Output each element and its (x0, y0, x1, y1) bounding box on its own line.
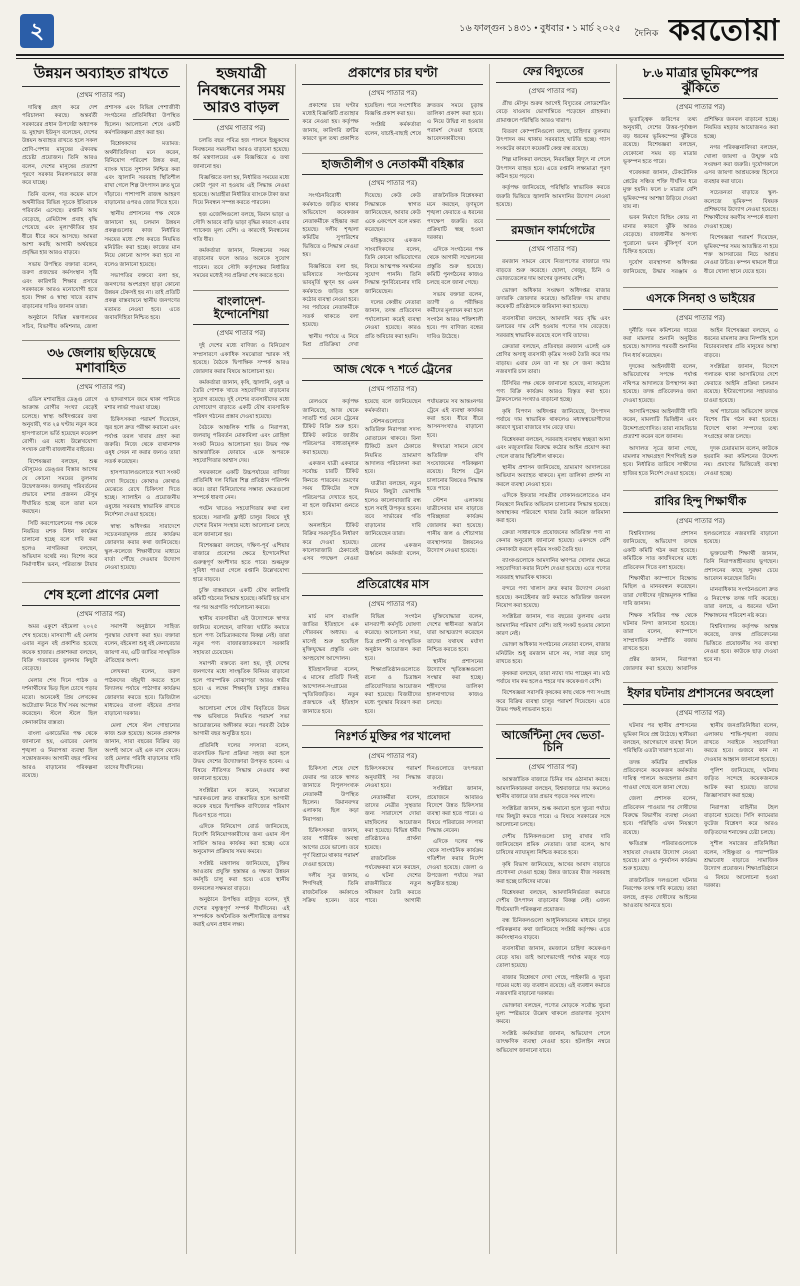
article-paragraph: ভোক্তা অধিকার সংরক্ষণ অধিদপ্তর বাজার তদারকি জোরদার করেছে। অতিরিক্ত দাম রাখায় কয়েকটি প্রতিষ্ঠানকে জরিমানা করা হয়েছে। (496, 287, 611, 311)
article-continuation-note: (প্রথম পাতার পর) (368, 599, 417, 608)
article-paragraph: মানবাধিকার সংগঠনগুলো দ্রুত ও নিরপেক্ষ তদন্ত দাবি করেছে। তারা বলছে, এ ধরনের ঘটনা শিক্ষাঙ্গনের পরিবেশ নষ্ট করে। (704, 587, 778, 619)
article-paragraph: রেলওয়ে কর্তৃপক্ষ জানিয়েছে, আজ থেকে সাতটি শর্ত মেনে ট্রেনের টিকিট বিক্রি শুরু হবে। টিকিট কাটতে জাতীয় পরিচয়পত্র বাধ্যতামূলক করা হয়েছে। (302, 399, 359, 456)
article-paragraph: মার্চ মাস বাঙালি জাতির ইতিহাসে এক গৌরবময় অধ্যায়। এ মাসেই শুরু হয়েছিল মুক্তিযুদ্ধের প্রস্তুতি এবং অসহযোগ আন্দোলন। (302, 613, 359, 662)
article-paragraph: কৃষকরা বলছেন, তারা ন্যায্য দাম পাচ্ছেন না। মাঠ পর্যায়ে দাম কম হলেও শহরে দাম কয়েকগুণ বেশি। (496, 670, 611, 686)
article-paragraph: দলীয় সূত্র জানায়, শিগগিরই তিনি রাজনৈতিক কর্মকাণ্ডে সক্রিয় হবেন। তবে চিকিৎসকদের পরামর্শ অনুযায়ীই সব সিদ্ধান্ত নেওয়া হবে। (302, 766, 421, 905)
article (22, 66, 180, 331)
article-paragraph: কর্মকর্তারা জানান, নিবন্ধনের সময় বাড়ানোর ফলে আরও অনেকে সুযোগ পাবেন। তবে সৌদি কর্তৃপক্ষের নির্ধারিত সময়ের মধ্যেই সব প্রক্রিয়া শেষ করতে হবে। (192, 248, 290, 280)
article-divider (302, 725, 483, 726)
article-paragraph: ভোক্তা অধিকার সংগঠনের নেতারা বলেন, বাজার মনিটরিং শুধু রমজান মাসে নয়, সারা বছর চালু রাখতে হবে। (496, 642, 611, 666)
article-paragraph: দুদকের আইনজীবী বলেন, অভিযোগের সপক্ষে পর্যাপ্ত নথিপত্র আদালতে উপস্থাপন করা হয়েছে। তদন্ত প্রতিবেদনও জমা দেওয়া হয়েছে। (623, 364, 698, 404)
article-paragraph: অনুষ্ঠানে বিভিন্ন মন্ত্রণালয়ের সচিব, বিভাগীয় কমিশনার, জেলা প্রশাসক এবং বিভিন্ন পেশাজীবী সংগঠনের প্রতিনিধিরা উপস্থিত ছিলেন। আলোচনা শেষে একটি কর্মপরিকল্পনা গ্রহণ করা হয়। (22, 104, 180, 330)
article-paragraph: শিক্ষাপ্রতিষ্ঠানগুলোতে রচনা ও চিত্রাঙ্কন প্রতিযোগিতার আয়োজন করা হয়েছে। বিজয়ীদের মধ্যে পুরস্কার বিতরণ করা হবে। (364, 666, 421, 715)
article-body (302, 398, 483, 563)
article-paragraph: এডিস মশাবাহিত ডেঙ্গু রোগে আক্রান্ত রোগীর সংখ্যা বেড়েই চলেছে। স্বাস্থ্য অধিদপ্তরের তথ্য অনুযায়ী, গত ২৪ ঘণ্টায় নতুন করে হাসপাতালে ভর্তি হয়েছেন কয়েকশ রোগী। এর মধ্যে উল্লেখযোগ্য সংখ্যক রোগী রাজধানীর বাইরের। (22, 397, 98, 454)
article-continuation-note: (প্রথম পাতার পর) (676, 313, 725, 322)
article-body (22, 396, 180, 573)
article (302, 731, 483, 905)
article-paragraph: দলের কেন্দ্রীয় নেতারা জানান, তদন্ত প্রতিবেদন পর্যালোচনা করেই ব্যবস্থা নেওয়া হয়েছে। কারও প্রতি অবিচার করা হয়নি। (364, 300, 421, 340)
article-paragraph: পুলিশ জানিয়েছে, ঘটনায় জড়িত সন্দেহে কয়েকজনকে আটক করা হয়েছে। তাদের জিজ্ঞাসাবাদ করা হচ্ছে। (704, 768, 778, 800)
article-paragraph: কৃষি বিপণন অধিদপ্তর জানিয়েছে, উৎপাদন পর্যায়ে দাম স্বাভাবিক থাকলেও মধ্যস্বত্বভোগীদের কারণে খুচরা বাজারে দাম বেড়ে যায়। (496, 408, 611, 432)
article-divider (623, 490, 778, 491)
article-paragraph: বিতরণ কোম্পানিগুলো বলছে, চাহিদার তুলনায় উৎপাদন কম থাকায় সরবরাহে ঘাটতি হচ্ছে। গ্যাস সংকটের কারণে কয়েকটি কেন্দ্র বন্ধ রয়েছে। (496, 129, 611, 152)
article-paragraph: এদিকে ইফতার সামগ্রীর দোকানগুলোতেও মান নিয়ন্ত্রণে নিয়মিত অভিযান চালানোর সিদ্ধান্ত হয়েছে। অস্বাস্থ্যকর পরিবেশে খাবার তৈরি করলে জরিমানা করা হবে। (496, 493, 611, 525)
article-paragraph: স্থানীয় প্রশাসন জানিয়েছে, ভ্রাম্যমাণ আদালতের অভিযান অব্যাহত থাকবে। মূল্য তালিকা প্রদর্শন না করলে ব্যবস্থা নেওয়া হবে। (496, 465, 611, 488)
dateline (459, 22, 620, 41)
article-paragraph: অর্থ পাচারের অভিযোগ তদন্তে বিশেষ টিম গঠন করা হয়েছে। বিদেশে থাকা সম্পদের তথ্য সংগ্রহের কাজ চলছে। (704, 409, 778, 441)
column-5 (617, 64, 784, 1254)
article-paragraph: ক্রেতারা বলছেন, প্রতিবছর রমজান এলেই এক শ্রেণির অসাধু ব্যবসায়ী কৃত্রিম সংকট তৈরি করে দাম বাড়ায়। এবার যেন তা না হয় সে জন্য কঠোর নজরদারি চান তারা। (496, 343, 611, 376)
article-paragraph: বিশেষজ্ঞরা সরাসরি কৃষকের কাছ থেকে পণ্য সংগ্রহ করে বিক্রির ব্যবস্থা চালুর পরামর্শ দিয়েছেন। এতে উভয় পক্ষই লাভবান হবে। (496, 690, 611, 714)
article-divider (193, 290, 290, 291)
article-paragraph: বিজ্ঞপ্তিতে বলা হয়, নির্ধারিত সময়ের মধ্যে কোটা পূরণ না হওয়ায় এই সিদ্ধান্ত নেওয়া হয়েছে। আগ্রহীরা নির্ধারিত ব্যাংকে টাকা জমা দিয়ে নিবন্ধন সম্পন্ন করতে পারবেন। (192, 174, 290, 207)
article-paragraph: আইন বিশেষজ্ঞরা বলছেন, এ ধরনের মামলার দ্রুত নিষ্পত্তি হলে বিচারব্যবস্থার প্রতি মানুষের আস্থা বাড়বে। (704, 327, 778, 359)
article-paragraph: চিকিৎসা শেষে দেশে ফেরার পর তাকে স্বাগত জানাতে বিপুলসংখ্যক নেতাকর্মী উপস্থিত ছিলেন। বিমানবন্দর এলাকায় ছিল কড়া নিরাপত্তা। (302, 766, 359, 823)
article-paragraph: স্থানীয় প্রশাসনের উদ্যোগে স্মৃতিস্তম্ভগুলো সংস্কার করা হচ্ছে। শহীদদের তালিকা হালনাগাদের কাজও চলছে। (426, 658, 484, 707)
article-paragraph: ভুক্তভোগী শিক্ষার্থী জানান, তিনি নিরাপত্তাহীনতায় ভুগছেন। প্রশাসনের কাছে সুরক্ষা চেয়ে আবেদন করেছেন তিনি। (704, 550, 778, 582)
article-paragraph: বিভিন্ন সংগঠন মাসব্যাপী কর্মসূচি ঘোষণা করেছে। আলোচনা সভা, চিত্র প্রদর্শনী ও সাংস্কৃতিক অনুষ্ঠান আয়োজন করা হবে। (364, 613, 421, 662)
column-4 (490, 64, 617, 1254)
article (496, 730, 610, 1055)
article (22, 588, 180, 781)
article-paragraph: সমাপনী অনুষ্ঠানে সাহিত্য পুরস্কার ঘোষণা করা হয়। বক্তারা বলেন, বইমেলা শুধু বই কেনাবেচার জায়গা নয়, এটি জাতির সাংস্কৃতিক ঐতিহ্যের অংশ। (104, 624, 180, 664)
article-paragraph: সভাপতির বক্তব্যে বলা হয়, জনগণের অংশগ্রহণ ছাড়া কোনো উন্নয়ন টেকসই হয় না। তাই প্রতিটি প্রকল্প বাস্তবায়নে স্থানীয় জনগণের মতামত নেওয়া হবে। এতে জবাবদিহিতা নিশ্চিত হবে। (104, 273, 180, 322)
article-paragraph: মেলা শেষে স্টল গোছানোর কাজ শুরু হয়েছে। অনেক প্রকাশক জানান, সারা বছরের বিক্রির বড় অংশই আসে এই এক মাস থেকে। তাই মেলার পরিধি বাড়ানোর দাবি তাদের দীর্ঘদিনের। (104, 722, 180, 771)
article-paragraph: আলোচনা শেষে যৌথ বিবৃতিতে উভয় পক্ষ ভবিষ্যতে নিয়মিত পরামর্শ সভা আয়োজনের অঙ্গীকার করে। পরবর্তী বৈঠক আগামী বছর অনুষ্ঠিত হবে। (192, 706, 290, 738)
article-paragraph: সংশ্লিষ্ট মন্ত্রণালয় জানিয়েছে, চুক্তির আওতায় প্রযুক্তি হস্তান্তর ও দক্ষতা উন্নয়ন কর্মসূচি চালু করা হবে। এতে স্থানীয় জনবলের সক্ষমতা বাড়বে। (192, 860, 290, 892)
article-paragraph: ভূতাত্ত্বিক জরিপের তথ্য অনুযায়ী, দেশের উত্তর-পূর্বাঞ্চল বড় ধরনের ভূমিকম্পের ঝুঁকিতে রয়েছে। বিশেষজ্ঞরা বলছেন, যেকোনো সময় বড় মাত্রার ভূকম্পন হতে পারে। (623, 117, 698, 166)
article-paragraph: এদিকে সংগঠনের পক্ষ থেকে আগামী সম্মেলনের প্রস্তুতি শুরু হয়েছে। কমিটি পুনর্গঠনের কাজও চলছে বলে জানা গেছে। (426, 246, 484, 287)
article-paragraph: রমজান সামনে রেখে নিত্যপণ্যের বাজারে দাম বাড়তে শুরু করেছে। ছোলা, খেজুর, চিনি ও ভোজ্যতেলের দাম আগের তুলনায় বেশি। (496, 259, 611, 283)
article-body (496, 776, 610, 1055)
column-1 (16, 64, 187, 1254)
article-paragraph: চুক্তি বাস্তবায়নে একটি যৌথ কারিগরি কমিটি গঠনের সিদ্ধান্ত হয়েছে। কমিটি ছয় মাস পর পর অগ্রগতি পর্যালোচনা করবে। (192, 587, 290, 611)
article-paragraph: আদালত সূত্রে জানা গেছে, মামলার সাক্ষ্যগ্রহণ শিগগিরই শুরু হবে। নির্ধারিত তারিখে সাক্ষীদের হাজির হতে নির্দেশ দেওয়া হয়েছে। (623, 445, 698, 477)
article-headline[interactable]: বাংলাদেশ-ইন্দোনেশিয়া (193, 296, 290, 326)
article-paragraph: দেশীয় চিনিকলগুলো চালু রাখার দাবি জানিয়েছেন শ্রমিক নেতারা। তারা বলেন, আখ চাষিদের ন্যায্যমূল্য নিশ্চিত করতে হবে। (496, 833, 611, 857)
article-paragraph: বাংলা একাডেমির পক্ষ থেকে জানানো হয়, এবারের মেলায় শৃঙ্খলা ও নিরাপত্তা ব্যবস্থা ছিল সন্তোষজনক। আগামী বছর পরিসর আরও বাড়ানোর পরিকল্পনা রয়েছে। (22, 731, 98, 780)
article (302, 364, 483, 563)
article-paragraph: টিসিবির পক্ষ থেকে জানানো হয়েছে, ন্যায্যমূল্যে পণ্য বিক্রি কার্যক্রম আরও বিস্তৃত করা হবে। ট্রাকসেলের সংখ্যাও বাড়ানো হচ্ছে। (496, 380, 611, 404)
article-paragraph: রেলের একজন ঊর্ধ্বতন কর্মকর্তা বলেন, পর্যায়ক্রমে সব আন্তঃনগর ট্রেনে এই ব্যবস্থা কার্যকর করা হবে। ধীরে ধীরে আসনসংখ্যাও বাড়ানো হবে। (364, 399, 484, 557)
article-paragraph: ঈদযাত্রা সামনে রেখে অতিরিক্ত বগি সংযোজনের পরিকল্পনা রয়েছে। বিশেষ ট্রেন চালানোর বিষয়েও সিদ্ধান্ত হতে পারে। (426, 444, 484, 493)
article-paragraph: সভায় বক্তারা বলেন, ত্যাগী ও পরীক্ষিত কর্মীদের মূল্যায়ন করা হলে সংগঠন আরও শক্তিশালী হবে। পদ বাণিজ্য বন্ধের দাবিও উঠেছে। (426, 291, 484, 340)
article-divider (623, 682, 778, 683)
article-paragraph: দুদক চেয়ারম্যান বলেন, কাউকে হয়রানি করা কমিশনের উদ্দেশ্য নয়। প্রমাণের ভিত্তিতেই ব্যবস্থা নেওয়া হচ্ছে। (704, 445, 778, 477)
article-continuation-note: (প্রথম পাতার পর) (528, 245, 578, 254)
article-paragraph: স্থানীয় ব্যবসায়ীরা এই উদ্যোগকে স্বাগত জানিয়ে বলেছেন, বাণিজ্য ঘাটতি কমাতে হলে পণ্য বৈচিত্র্যকরণের বিকল্প নেই। তারা নতুন পণ্য বাজারজাতকরণে সরকারি সহায়তা চেয়েছেন। (192, 616, 290, 656)
article-paragraph: গবেষকরা জানান, টেকটোনিক প্লেটের সঞ্চিত শক্তি দীর্ঘদিন ধরে মুক্ত হয়নি। ফলে ৮ মাত্রার বেশি ভূমিকম্পের আশঙ্কা উড়িয়ে দেওয়া যায় না। (623, 170, 698, 210)
article-divider (302, 573, 483, 574)
article-paragraph: সমাপনী বক্তব্যে বলা হয়, দুই দেশের জনগণের মধ্যে সাংস্কৃতিক বিনিময় বাড়ানো হলে পারস্পরিক বোঝাপড়া আরও গভীর হবে। এ লক্ষ্যে শিক্ষাবৃত্তি চালুর প্রস্তাবও এসেছে। (192, 661, 290, 701)
article-continuation-note: (প্রথম পাতার পর) (76, 383, 126, 392)
article-headline[interactable]: নিঃশর্ত মুক্তির পর খালেদা (302, 731, 483, 748)
article-paragraph: বিশেষজ্ঞরা বলছেন, শুষ্ক মৌসুমেও ডেঙ্গুর বিস্তার আগের যে কোনো সময়ের তুলনায় উদ্বেগজনক। জলবায়ু পরিবর্তনের প্রভাবে মশার প্রজনন মৌসুম দীর্ঘায়িত হচ্ছে বলে তারা মনে করছেন। (22, 458, 98, 516)
article-continuation-note: (প্রথম পাতার পর) (528, 763, 578, 772)
article-body (193, 342, 290, 929)
article-paragraph: বিশ্ববিদ্যালয় কর্তৃপক্ষ আশ্বস্ত করেছে, তদন্ত প্রতিবেদনের ভিত্তিতে প্রয়োজনীয় সব ব্যবস্থা নেওয়া হবে। কাউকে ছাড় দেওয়া হবে না। (704, 623, 778, 664)
article (302, 159, 483, 350)
article-divider (496, 724, 610, 725)
paper-logo-icon (20, 14, 54, 48)
article-paragraph: কর্মকর্তারা জানান, কৃষি, জ্বালানি, ওষুধ ও তৈরি পোশাক খাতে সহযোগিতা বাড়ানোর সুযোগ রয়েছে। দুই দেশের ব্যবসায়ীদের মধ্যে যোগাযোগ বাড়াতে একটি যৌথ ব্যবসায়িক পরিষদ গঠনের প্রস্তাব দেওয়া হয়েছে। (192, 379, 290, 420)
article-paragraph: অমর একুশে বইমেলা ২০২৫ শেষ হয়েছে। মাসব্যাপী এই মেলায় এবার নতুন বই প্রকাশিত হয়েছে কয়েক হাজার। প্রকাশকরা বলছেন, বিক্রি গতবারের তুলনায় কিছুটা বেড়েছে। (22, 624, 98, 673)
article-continuation-note: (প্রথম পাতার পর) (676, 517, 725, 526)
column-3 (296, 64, 490, 1254)
date-bengali: ১৬ ফাল্গুন ১৪৩১ • বুধবার • ১ মার্চ ২০২৫ (459, 23, 621, 34)
article-paragraph: বৈঠকে আঞ্চলিক শান্তি ও নিরাপত্তা, জলবায়ু পরিবর্তন মোকাবিলা এবং রোহিঙ্গা সংকট নিয়েও আলোচনা হয়। উভয় পক্ষ আন্তর্জাতিক ফোরামে একে অপরকে সহযোগিতার আশ্বাস দেয়। (192, 424, 290, 465)
article-paragraph: বিশ্লেষকদের মতামত: অর্থনীতিবিদরা মনে করেন, বিনিয়োগ পরিবেশ উন্নত করা, ব্যাংক খাতে সুশাসন নিশ্চিত করা এবং জ্বালানি সরবরাহ স্থিতিশীল রাখা গেলে শিল্প উৎপাদন দ্রুত ঘুরে দাঁড়াবে। পাশাপাশি রাজস্ব আহরণ বাড়ানোর ওপরও জোর দিতে হবে। (104, 141, 180, 207)
article-paragraph: সংশ্লিষ্টরা জানান, শুল্ক কমানো হলে খুচরা পর্যায়ে দাম কিছুটা কমতে পারে। এ বিষয়ে সরকারের সঙ্গে আলোচনা চলছে। (496, 805, 611, 829)
article-continuation-note: (প্রথম পাতার পর) (217, 124, 266, 133)
article-paragraph: প্রকাশের চার ঘণ্টার মধ্যেই বিজ্ঞপ্তিটি প্রত্যাহার করে নেওয়া হয়। কর্তৃপক্ষ জানায়, কারিগরি ত্রুটির কারণে ভুল তথ্য প্রকাশিত হয়েছিল। পরে সংশোধিত বিজ্ঞপ্তি প্রকাশ করা হয়। (302, 102, 421, 143)
article-paragraph: চিকিৎসকরা পরামর্শ দিয়েছেন, জ্বর হলে দ্রুত পরীক্ষা করানো এবং পর্যাপ্ত তরল খাবার গ্রহণ করা জরুরি। নিজে থেকে ব্যথানাশক ওষুধ সেবন না করার জন্যও তারা সতর্ক করেছেন। (104, 416, 180, 465)
article-body (623, 722, 778, 910)
article-paragraph: অনলাইনে টিকিট বিক্রির সময়সূচিও নির্ধারণ করে দেওয়া হয়েছে। কালোবাজারি ঠেকাতেই এসব পদক্ষেপ নেওয়া হয়েছে বলে জানিয়েছেন কর্মকর্তারা। (302, 399, 421, 563)
article-paragraph: বহিষ্কৃতদের একজন সাংবাদিকদের বলেন, তিনি কোনো অভিযোগের বিষয়ে আত্মপক্ষ সমর্থনের সুযোগ পাননি। তিনি সিদ্ধান্ত পুনর্বিবেচনার দাবি জানিয়েছেন। (364, 238, 421, 295)
article-body (496, 100, 610, 210)
article-paragraph: লেখকরা বলেন, তরুণ পাঠকদের বইমুখী করতে হলে বিদ্যালয় পর্যায়ে পাঠাগার কার্যক্রম জোরদার করতে হবে। ডিজিটাল মাধ্যমেও বাংলা বইয়ের প্রসার বাড়ানো দরকার। (104, 669, 180, 718)
article-paragraph: সিটি করপোরেশনের পক্ষ থেকে নিয়মিত মশক নিধন কার্যক্রম চালানো হচ্ছে বলে দাবি করা হলেও নাগরিকরা বলছেন, অভিযান যথেষ্ট নয়। বিশেষ করে নির্মাণাধীন ভবন, পরিত্যক্ত টায়ার ও ছাদবাগানে জমে থাকা পানিতে মশার লার্ভা পাওয়া যাচ্ছে। (22, 397, 180, 569)
article-paragraph: সভায় উপস্থিত বক্তারা বলেন, তরুণ প্রজন্মের কর্মসংস্থান সৃষ্টি এবং কারিগরি শিক্ষার প্রসারে সরকারকে আরও মনোযোগী হতে হবে। শিক্ষা ও স্বাস্থ্য খাতে বরাদ্দ বাড়ানোর দাবিও জানান তারা। (22, 261, 98, 310)
article-headline[interactable]: ৩৬ জেলায় ছড়িয়েছে মশাবাহিত (22, 346, 180, 379)
article-paragraph: বিশ্লেষকরা বলছেন, আমদানিনির্ভরতা কমাতে দেশীয় উৎপাদন বাড়ানোর বিকল্প নেই। এজন্য দীর্ঘমেয়াদি পরিকল্পনা প্রয়োজন। (496, 890, 611, 913)
article-paragraph: সফরকালে একটি উচ্চপর্যায়ের বাণিজ্য প্রতিনিধি দল বিভিন্ন শিল্প প্রতিষ্ঠান পরিদর্শন করে। তারা বিনিয়োগের সম্ভাব্য ক্ষেত্রগুলো সম্পর্কে ধারণা নেন। (192, 469, 290, 502)
article-paragraph: সংগঠনবিরোধী কর্মকাণ্ডে জড়িত থাকার অভিযোগে কয়েকজন নেতাকর্মীকে বহিষ্কার করা হয়েছে। দলীয় শৃঙ্খলা কমিটির সুপারিশের ভিত্তিতে এ সিদ্ধান্ত নেওয়া হয়। (302, 193, 359, 259)
article-headline[interactable]: আর্জেন্টিনা দেব ভেতা-চিনি (496, 730, 610, 760)
column-2 (187, 64, 297, 1254)
article-paragraph: তদন্ত কমিটির প্রাথমিক প্রতিবেদনে কয়েকজন কর্মকর্তার দায়িত্ব পালনে অবহেলার প্রমাণ পাওয়া গেছে বলে জানা গেছে। (623, 759, 698, 791)
article-continuation-note: (প্রথম পাতার পর) (676, 103, 725, 112)
article-paragraph: বিশ্ববিদ্যালয় প্রশাসন জানিয়েছে, অভিযোগ তদন্তে একটি কমিটি গঠন করা হয়েছে। কমিটিকে সাত কার্যদিবসের মধ্যে প্রতিবেদন দিতে বলা হয়েছে। (623, 531, 698, 571)
article-paragraph: ব্যবসায়ীরা বলছেন, আমদানি খরচ বৃদ্ধি এবং ডলারের দাম বেশি হওয়ায় পণ্যের দাম বেড়েছে। সরবরাহ স্বাভাবিক রয়েছে বলে দাবি তাদের। (496, 315, 611, 339)
article-headline[interactable]: প্রকাশের চার ঘণ্টা (302, 66, 483, 85)
article-paragraph: মুক্তিযোদ্ধারা বলেন, দেশের স্বাধীনতা অর্জনে যারা আত্মত্যাগ করেছেন তাদের যথাযথ মর্যাদা নিশ্চিত করতে হবে। (426, 613, 484, 654)
article-headline[interactable]: ফের বিদ্যুতের (496, 66, 610, 83)
article-headline[interactable]: শেষ হলো প্রাণের মেলা (22, 588, 180, 607)
article-headline[interactable]: হাজতীলীগ ও নেতাকর্মী বহিষ্কার (302, 159, 483, 176)
article-paragraph: সুশীল সমাজের প্রতিনিধিরা বলেন, সহিষ্ণুতা ও পারস্পরিক শ্রদ্ধাবোধ বাড়াতে সামাজিক উদ্যোগ প্রয়োজন। শিক্ষাপ্রতিষ্ঠানে এ বিষয়ে আলোচনা হওয়া দরকার। (704, 841, 778, 890)
article-headline[interactable]: রাবির হিন্দু শিক্ষার্থীক (623, 496, 778, 513)
article-body (302, 613, 483, 717)
article-paragraph: ব্যবসায়ীরা জানান, রমজানে চাহিদা কয়েকগুণ বেড়ে যায়। তাই আগেভাগেই পর্যাপ্ত মজুত গড়ে তোলা হয়েছে। (496, 946, 611, 970)
article-paragraph: চলতি বছর পবিত্র হজ পালনে ইচ্ছুকদের নিবন্ধনের সময়সীমা আরও বাড়ানো হয়েছে। ধর্ম মন্ত্রণালয়ের এক বিজ্ঞপ্তিতে এ তথ্য জানানো হয়। (192, 138, 290, 170)
article-paragraph: নিরাপত্তা বাহিনীর টহল বাড়ানো হয়েছে। সিসি ক্যামেরার ফুটেজ বিশ্লেষণ করে আরও জড়িতদের শনাক্তের চেষ্টা চলছে। (704, 804, 778, 836)
article (496, 225, 610, 715)
article (302, 66, 483, 144)
article-paragraph: তিনি বলেন, গত কয়েক মাসে অর্থনীতির বিভিন্ন সূচকে ইতিবাচক পরিবর্তন এসেছে। রপ্তানি আয় বেড়েছে, রেমিট্যান্স প্রবাহ বৃদ্ধি পেয়েছে এবং মূল্যস্ফীতির হার ধীরে ধীরে কমে আসছে। আমরা আশা করছি আগামী অর্থবছরে প্রবৃদ্ধির হার আরও বাড়বে। (22, 191, 98, 257)
article-continuation-note: (প্রথম পাতার পর) (368, 88, 417, 97)
article-headline[interactable]: ইফার ঘটনায় প্রশাসনের অবহেলা (623, 688, 778, 705)
article-body (193, 137, 290, 280)
article-body (623, 327, 778, 482)
article-paragraph: স্টেশন এলাকায় যাত্রীসেবার মান বাড়াতে পরিচ্ছন্নতা কার্যক্রম জোরদার করা হয়েছে। পানীয় জল ও শৌচাগার ব্যবস্থাপনার উন্নয়নেও উদ্যোগ নেওয়া হয়েছে। (426, 497, 484, 554)
article-divider (623, 287, 778, 288)
article-paragraph: দায়িত্ব গ্রহণ করে দেশ পরিচালনা করছে। অন্তর্বর্তী সরকারের প্রধান উপদেষ্টা অধ্যাপক ড. মুহাম্মদ ইউনূস বলেছেন, দেশের উন্নয়ন অব্যাহত রাখতে হলে সকল শ্রেণি-পেশার মানুষের ঐক্যবদ্ধ প্রচেষ্টা প্রয়োজন। তিনি আরও বলেন, দেশের মানুষের প্রত্যাশা পূরণে সরকার নিরলসভাবে কাজ করে যাচ্ছে। (22, 104, 98, 187)
article-paragraph: এদিকে দলের পক্ষ থেকে সাংগঠনিক কার্যক্রম গতিশীল করার নির্দেশ দেওয়া হয়েছে। জেলা ও উপজেলা পর্যায়ে সভা অনুষ্ঠিত হচ্ছে। (426, 839, 484, 888)
article-headline[interactable]: প্রতিরোধের মাস (302, 579, 483, 596)
article-paragraph: জেলা প্রশাসক বলেন, প্রতিবেদন পাওয়ার পর দোষীদের বিরুদ্ধে বিভাগীয় ব্যবস্থা নেওয়া হবে। পরিস্থিতি এখন নিয়ন্ত্রণে রয়েছে। (623, 796, 698, 836)
article-paragraph: ভোক্তারা বলছেন, পণ্যের মোড়কে সর্বোচ্চ খুচরা মূল্য স্পষ্টভাবে উল্লেখ থাকলে প্রতারণার সুযোগ কমবে। (496, 1002, 611, 1026)
article (623, 688, 778, 910)
article-paragraph: ইতিহাসবিদরা বলেন, এ মাসের প্রতিটি দিনই আন্দোলন-সংগ্রামের স্মৃতিবিজড়িত। নতুন প্রজন্মকে এই ইতিহাস জানাতে হবে। (302, 666, 359, 715)
article (496, 66, 610, 210)
article-grid (16, 64, 784, 1254)
article-paragraph: চিকিৎসকরা জানান, তার শারীরিক অবস্থা আগের চেয়ে ভালো। তবে পূর্ণ বিশ্রামে থাকার পরামর্শ দেওয়া হয়েছে। (302, 828, 359, 868)
article-paragraph: স্থানীয় প্রশাসনের পক্ষ থেকে জানানো হয়, চলমান উন্নয়ন প্রকল্পগুলোর কাজ নির্ধারিত সময়ের মধ্যে শেষ করতে নিয়মিত মনিটরিং করা হচ্ছে। কাজের মান নিয়ে কোনো আপস করা হবে না বলেও জানানো হয়েছে। (104, 211, 180, 268)
article (302, 579, 483, 717)
article-paragraph: দুর্নীতি দমন কমিশনের দায়ের করা মামলার শুনানি অনুষ্ঠিত হয়েছে। আদালত পরবর্তী শুনানির দিন ধার্য করেছেন। (623, 327, 698, 359)
article-paragraph: কর্তৃপক্ষ জানিয়েছে, পরিস্থিতি স্বাভাবিক করতে জরুরি ভিত্তিতে জ্বালানি আমদানির উদ্যোগ নেওয়া হয়েছে। (496, 185, 611, 209)
article (623, 293, 778, 482)
article-paragraph: পর্যটন খাতেও সহযোগিতার কথা বলা হয়েছে। সরাসরি ফ্লাইট চালুর বিষয়ে দুই দেশের বিমান সংস্থার মধ্যে আলোচনা চলছে বলে জানানো হয়। (192, 506, 290, 538)
article-divider (302, 153, 483, 154)
logo-glyph: ২ (29, 18, 45, 43)
article-body (302, 192, 483, 349)
article-body (623, 530, 778, 673)
article-body (22, 104, 180, 331)
article-paragraph: হাসপাতালগুলোতে শয্যা সংকট দেখা দিয়েছে। কোথাও কোথাও মেঝেতে রেখে চিকিৎসা দিতে হচ্ছে। স্যালাইন ও প্রয়োজনীয় ওষুধের সরবরাহ স্বাভাবিক রাখতে নির্দেশনা দেওয়া হয়েছে। (104, 470, 180, 519)
masthead-kicker: দৈনিক (634, 28, 659, 38)
article-continuation-note: (প্রথম পাতার পর) (368, 752, 417, 761)
article-paragraph: শিল্প মালিকরা বলছেন, নিরবচ্ছিন্ন বিদ্যুৎ না পেলে উৎপাদন ব্যাহত হবে। এতে রপ্তানি লক্ষ্যমাত্রা পূরণ কঠিন হয়ে পড়বে। (496, 157, 611, 180)
article-paragraph: সংশ্লিষ্টরা জানান, গত বছরের তুলনায় এবার আমদানির পরিমাণ বেশি। তাই সংকট হওয়ার কোনো কারণ নেই। (496, 614, 611, 638)
article-paragraph: ব্যাংকগুলোকে আমদানির ঋণপত্র খোলার ক্ষেত্রে সহযোগিতা করার নির্দেশ দেওয়া হয়েছে। এতে পণ্যের সরবরাহ স্বাভাবিক থাকবে। (496, 557, 611, 581)
article-paragraph: গ্রীষ্ম মৌসুম শুরুর আগেই বিদ্যুতের লোডশেডিং বেড়ে যাওয়ায় ভোগান্তিতে পড়েছেন গ্রাহকরা। গ্রামাঞ্চলে পরিস্থিতি আরও খারাপ। (496, 100, 611, 124)
article (22, 346, 180, 573)
article-body (22, 623, 180, 780)
article-paragraph: নেতাকর্মীরা বলেন, তাদের নেত্রীর সুস্থতার জন্য সারাদেশে দোয়া মাহফিলের আয়োজন করা হয়েছে। বিভিন্ন ধর্মীয় প্রতিষ্ঠানেও প্রার্থনা হয়েছে। (364, 794, 421, 851)
article-paragraph: বাজার বিশ্লেষণে দেখা গেছে, পাইকারি ও খুচরা দামের মধ্যে বড় ব্যবধান রয়েছে। এই ব্যবধান কমাতে নজরদারি বাড়ানো দরকার। (496, 974, 611, 998)
article-body (302, 765, 483, 905)
article-paragraph: রাজনৈতিক দলগুলো ঘটনার নিরপেক্ষ তদন্ত দাবি করেছে। তারা বলছে, প্রকৃত দোষীদের আইনের আওতায় আনতে হবে। (623, 877, 698, 909)
article-paragraph: কৃষি বিভাগ জানিয়েছে, আখের আবাদ বাড়াতে প্রণোদনা দেওয়া হচ্ছে। উন্নত জাতের বীজ সরবরাহ করা হচ্ছে চাষিদের মাঝে। (496, 861, 611, 885)
article-paragraph: শিক্ষক সমিতির পক্ষ থেকে ঘটনার নিন্দা জানানো হয়েছে। তারা বলেন, ক্যাম্পাসে সাম্প্রদায়িক সম্প্রীতি বজায় রাখতে হবে। (623, 612, 698, 653)
article (193, 296, 290, 930)
article-paragraph: অনুষ্ঠানে উপস্থিত রাষ্ট্রদূত বলেন, দুই দেশের বন্ধুত্বপূর্ণ সম্পর্ক দীর্ঘদিনের। এই সম্পর্ককে অর্থনৈতিক অংশীদারিত্বে রূপান্তর করাই এখন প্রধান লক্ষ্য। (192, 897, 290, 929)
article-body (302, 102, 483, 144)
article-paragraph: বিজ্ঞপ্তিতে বলা হয়, ভবিষ্যতে সংগঠনের ভাবমূর্তি ক্ষুণ্ন হয় এমন কর্মকাণ্ডে জড়িত হলে কঠোর ব্যবস্থা নেওয়া হবে। সব পর্যায়ের নেতাকর্মীকে সতর্ক থাকতে বলা হয়েছে। (302, 263, 359, 329)
masthead-title-group (635, 16, 780, 46)
masthead-rule (16, 54, 784, 59)
article-divider (496, 219, 610, 220)
article-headline[interactable]: এসকে সিনহা ও ভাইয়ের (623, 293, 778, 310)
article-paragraph: সংশ্লিষ্টরা জানান, বিদেশে পলাতক থাকা আসামিদের দেশে ফেরাতে আইনি প্রক্রিয়া চলমান রয়েছে। ইন্টারপোলের সহায়তাও চাওয়া হয়েছে। (704, 364, 778, 404)
masthead (16, 14, 784, 54)
article-headline[interactable]: ৮.৬ মাত্রার ভূমিকম্পের ঝুঁকিতে (623, 66, 778, 99)
article-paragraph: সংশ্লিষ্ট কর্মকর্তারা জানান, অভিযোগ পেলে তাৎক্ষণিক ব্যবস্থা নেওয়া হবে। হটলাইন নম্বরে অভিযোগ জানানো যাবে। (496, 1030, 611, 1054)
article-paragraph: ভবন নির্মাণে বিল্ডিং কোড না মানার কারণে ঝুঁকি আরও বেড়েছে। রাজধানীর অসংখ্য পুরোনো ভবন ঝুঁকিপূর্ণ বলে চিহ্নিত হয়েছে। (623, 215, 698, 255)
article-body (496, 258, 610, 714)
article-paragraph: স্থানীয় পর্যায়ে এ নিয়ে মিশ্র প্রতিক্রিয়া দেখা দিয়েছে। কেউ কেউ সিদ্ধান্তকে স্বাগত জানিয়েছেন, আবার কেউ একে একপেশে বলে মন্তব্য করেছেন। (302, 193, 421, 349)
article-paragraph: বন্দরে পণ্য খালাস দ্রুত করার উদ্যোগ নেওয়া হয়েছে। কনটেইনার জট কমাতে অতিরিক্ত জনবল নিয়োগ করা হয়েছে। (496, 586, 611, 609)
article-headline[interactable]: উন্নয়ন অব্যাহত রাখতে (22, 66, 180, 87)
article-paragraph: শিক্ষার্থীরা ক্যাম্পাসে বিক্ষোভ মিছিল ও মানববন্ধন করেছেন। তারা দোষীদের দৃষ্টান্তমূলক শাস্তির দাবি জানান। (623, 575, 698, 608)
article (193, 66, 290, 281)
article-paragraph: স্টেশনগুলোতে অতিরিক্ত নিরাপত্তা সদস্য মোতায়েন থাকবে। বিনা টিকিটে ভ্রমণ ঠেকাতে নিয়মিত ভ্রাম্যমাণ আদালত পরিচালনা করা হবে। (364, 419, 421, 476)
article-paragraph: স্থানীয় জনপ্রতিনিধিরা বলেন, এলাকায় শান্তি-শৃঙ্খলা বজায় রাখতে সবাইকে সহযোগিতা করতে হবে। গুজবে কান না দেওয়ার আহ্বান জানানো হয়েছে। (704, 723, 778, 763)
article-continuation-note: (প্রথম পাতার পর) (676, 709, 725, 718)
article-headline[interactable]: হজযাত্রী নিবন্ধনের সময় আরও বাড়ল (193, 66, 290, 120)
article-divider (302, 358, 483, 359)
article (623, 496, 778, 673)
article-paragraph: প্রক্টর জানান, নিরাপত্তা জোরদার করা হয়েছে। আবাসিক হলগুলোতে নজরদারি বাড়ানো হয়েছে। (623, 531, 778, 672)
article-continuation-note: (প্রথম পাতার পর) (368, 385, 417, 394)
article-paragraph: প্রতিনিধি দলের সদস্যরা বলেন, ব্যবসায়িক ভিসা প্রক্রিয়া সহজ করা হলে উভয় দেশের উদ্যোক্তারা উপকৃত হবেন। এ বিষয়ে নীতিগত সিদ্ধান্ত নেওয়ার কথা জানানো হয়েছে। (192, 742, 290, 783)
article-paragraph: দুর্যোগ ব্যবস্থাপনা অধিদপ্তর জানিয়েছে, উদ্ধার সরঞ্জাম ও প্রশিক্ষিত জনবল বাড়ানো হচ্ছে। নিয়মিত মহড়ার আয়োজনও করা হচ্ছে। (623, 117, 778, 275)
article-paragraph: আন্তর্জাতিক বাজারে চিনির দাম ওঠানামা করছে। আমদানিকারকরা বলছেন, বিশ্ববাজারে দাম কমলেও স্থানীয় বাজারে তার প্রভাব পড়তে সময় লাগে। (496, 777, 611, 801)
article-paragraph: বিশেষজ্ঞরা পরামর্শ দিয়েছেন, ভূমিকম্পের সময় আতঙ্কিত না হয়ে শক্ত আসবাবের নিচে আশ্রয় নেওয়া উচিত। কম্পন থামলে ধীরে ধীরে খোলা স্থানে যেতে হবে। (704, 235, 778, 275)
article-headline[interactable]: রমজান ফার্মগেটের (496, 225, 610, 242)
article-paragraph: সংশ্লিষ্টরা মনে করেন, সমঝোতা স্মারকগুলো দ্রুত বাস্তবায়িত হলে আগামী কয়েক বছরে দ্বিপাক্ষিক বাণিজ্যের পরিমাণ দ্বিগুণ হতে পারে। (192, 787, 290, 819)
article-paragraph: বন্ধ চিনিকলগুলো আধুনিকায়নের মাধ্যমে চালুর পরিকল্পনার কথা জানিয়েছে সংশ্লিষ্ট কর্তৃপক্ষ। এতে কর্মসংস্থানও বাড়বে। (496, 918, 611, 941)
article-paragraph: ক্ষতিগ্রস্ত পরিবারগুলোকে সহায়তা দেওয়ার উদ্যোগ নেওয়া হয়েছে। ত্রাণ ও পুনর্বাসন কার্যক্রম শুরু হয়েছে। (623, 841, 698, 873)
article-paragraph: স্বাস্থ্য অধিদপ্তর সারাদেশে সচেতনতামূলক প্রচার কার্যক্রম জোরদার করার কথা জানিয়েছে। স্কুল-কলেজে শিক্ষার্থীদের মাধ্যমে বার্তা পৌঁছে দেওয়ার উদ্যোগ নেওয়া হয়েছে। (104, 523, 180, 572)
article-paragraph: মেলার শেষ দিনে পাঠক ও দর্শনার্থীদের ভিড় ছিল চোখে পড়ার মতো। অনেকেই প্রিয় লেখকের অটোগ্রাফ নিতে দীর্ঘ সময় অপেক্ষা করেছেন। স্টলে স্টলে ছিল কেনাকাটার ব্যস্ততা। (22, 677, 98, 726)
article-continuation-note: (প্রথম পাতার পর) (528, 86, 578, 95)
article (623, 66, 778, 278)
article-divider (22, 340, 180, 341)
article-paragraph: ক্রেতা সাধারণকে প্রয়োজনের অতিরিক্ত পণ্য না কেনার অনুরোধ জানানো হয়েছে। একসঙ্গে বেশি কেনাকাটা করলে কৃত্রিম সংকট তৈরি হয়। (496, 529, 611, 553)
article-paragraph: সচেতনতা বাড়াতে স্কুল-কলেজে ভূমিকম্প বিষয়ক প্রশিক্ষণের উদ্যোগ নেওয়া হয়েছে। শিক্ষার্থীদের করণীয় সম্পর্কে ধারণা দেওয়া হচ্ছে। (704, 190, 778, 230)
article-paragraph: সংশ্লিষ্ট কর্মকর্তারা বলেন, যাচাই-বাছাই শেষে দ্রুততম সময়ে চূড়ান্ত তালিকা প্রকাশ করা হবে। এ নিয়ে উদ্বিগ্ন না হওয়ার পরামর্শ দেওয়া হয়েছে আবেদনকারীদের। (364, 102, 484, 143)
article-paragraph: রাজনৈতিক বিশ্লেষকরা মনে করছেন, তৃণমূলে শৃঙ্খলা ফেরাতে এ ধরনের পদক্ষেপ জরুরি। তবে প্রক্রিয়াটি স্বচ্ছ হওয়া দরকার। (426, 193, 484, 242)
article-paragraph: নগর পরিকল্পনাবিদরা বলছেন, খোলা জায়গা ও উন্মুক্ত মাঠ সংরক্ষণ করা জরুরি। দুর্যোগকালে এসব জায়গা আশ্রয়কেন্দ্র হিসেবে ব্যবহার করা যাবে। (704, 145, 778, 185)
article-paragraph: হজ এজেন্সিগুলো বলছে, বিমান ভাড়া ও সৌদি আরবে বাড়ি ভাড়া বৃদ্ধির কারণে এবার প্যাকেজ মূল্য বেশি। এ কারণেই নিবন্ধনের গতি ধীর। (192, 211, 290, 243)
article-continuation-note: (প্রথম পাতার পর) (76, 610, 126, 619)
article-paragraph: সংশ্লিষ্টরা জানান, প্রয়োজনে আবারও বিদেশে উন্নত চিকিৎসার ব্যবস্থা করা হতে পারে। এ বিষয়ে পরিবারের সদস্যরা সিদ্ধান্ত নেবেন। (426, 786, 484, 835)
article-continuation-note: (প্রথম পাতার পর) (76, 90, 126, 99)
article-paragraph: দুই দেশের মধ্যে বাণিজ্য ও বিনিয়োগ সম্প্রসারণে একাধিক সমঝোতা স্মারক সই হয়েছে। বৈঠকে দ্বিপাক্ষিক সম্পর্ক আরও জোরদার করার বিষয়ে আলোচনা হয়। (192, 343, 290, 375)
article-paragraph: বিশেষজ্ঞরা বলছেন, দক্ষিণ-পূর্ব এশিয়ার বাজারে প্রবেশের ক্ষেত্রে ইন্দোনেশিয়া গুরুত্বপূর্ণ অংশীদার হতে পারে। শুল্কমুক্ত সুবিধা পাওয়া গেলে রপ্তানি উল্লেখযোগ্য হারে বাড়বে। (192, 542, 290, 583)
paper-title: করতোয়া (668, 14, 780, 47)
article-paragraph: যাত্রীরা বলছেন, নতুন নিয়মে কিছুটা ভোগান্তি হলেও কালোবাজারি বন্ধ হলে সবাই উপকৃত হবেন। তবে সার্ভারের গতি বাড়ানোর দাবি জানিয়েছেন তারা। (364, 480, 421, 538)
article-paragraph: একজন যাত্রী একবারে সর্বোচ্চ চারটি টিকিট কিনতে পারবেন। ভ্রমণের সময় টিকিটের সঙ্গে পরিচয়পত্র দেখাতে হবে, না হলে জরিমানা গুনতে হবে। (302, 461, 359, 518)
article-paragraph: আসামিপক্ষের আইনজীবী দাবি করেন, মামলাটি ভিত্তিহীন এবং উদ্দেশ্যপ্রণোদিত। তারা ন্যায়বিচার প্রত্যাশা করেন বলে জানান। (623, 409, 698, 441)
article-paragraph: ঘটনার পর স্থানীয় প্রশাসনের ভূমিকা নিয়ে প্রশ্ন উঠেছে। স্থানীয়রা বলছেন, আগেভাগে ব্যবস্থা নিলে পরিস্থিতি এতটা খারাপ হতো না। (623, 723, 698, 755)
article-divider (22, 582, 180, 583)
article-continuation-note: (প্রথম পাতার পর) (217, 329, 266, 338)
article-paragraph: এদিকে বিনিয়োগ বোর্ড জানিয়েছে, বিদেশি বিনিয়োগকারীদের জন্য ওয়ান স্টপ সার্ভিস আরও কার্যকর করা হচ্ছে। এতে অনুমোদন প্রক্রিয়ায় সময় কমবে। (192, 824, 290, 856)
article-headline[interactable]: আজ থেকে ৭ শর্তে ট্রেনের (302, 364, 483, 381)
article-body (623, 116, 778, 278)
article-continuation-note: (প্রথম পাতার পর) (368, 179, 417, 188)
article-paragraph: বিশ্লেষকরা বলছেন, সরবরাহ ব্যবস্থায় স্বচ্ছতা আনা এবং মজুতদারির বিরুদ্ধে কঠোর আইন প্রয়োগ করা গেলে বাজার স্থিতিশীল থাকবে। (496, 436, 611, 460)
article-paragraph: রাজনৈতিক পর্যবেক্ষকরা মনে করছেন, এ ঘটনা দেশের রাজনীতিতে নতুন সমীকরণ তৈরি করতে পারে। আগামী দিনগুলোতে তৎপরতা বাড়বে। (364, 766, 484, 905)
